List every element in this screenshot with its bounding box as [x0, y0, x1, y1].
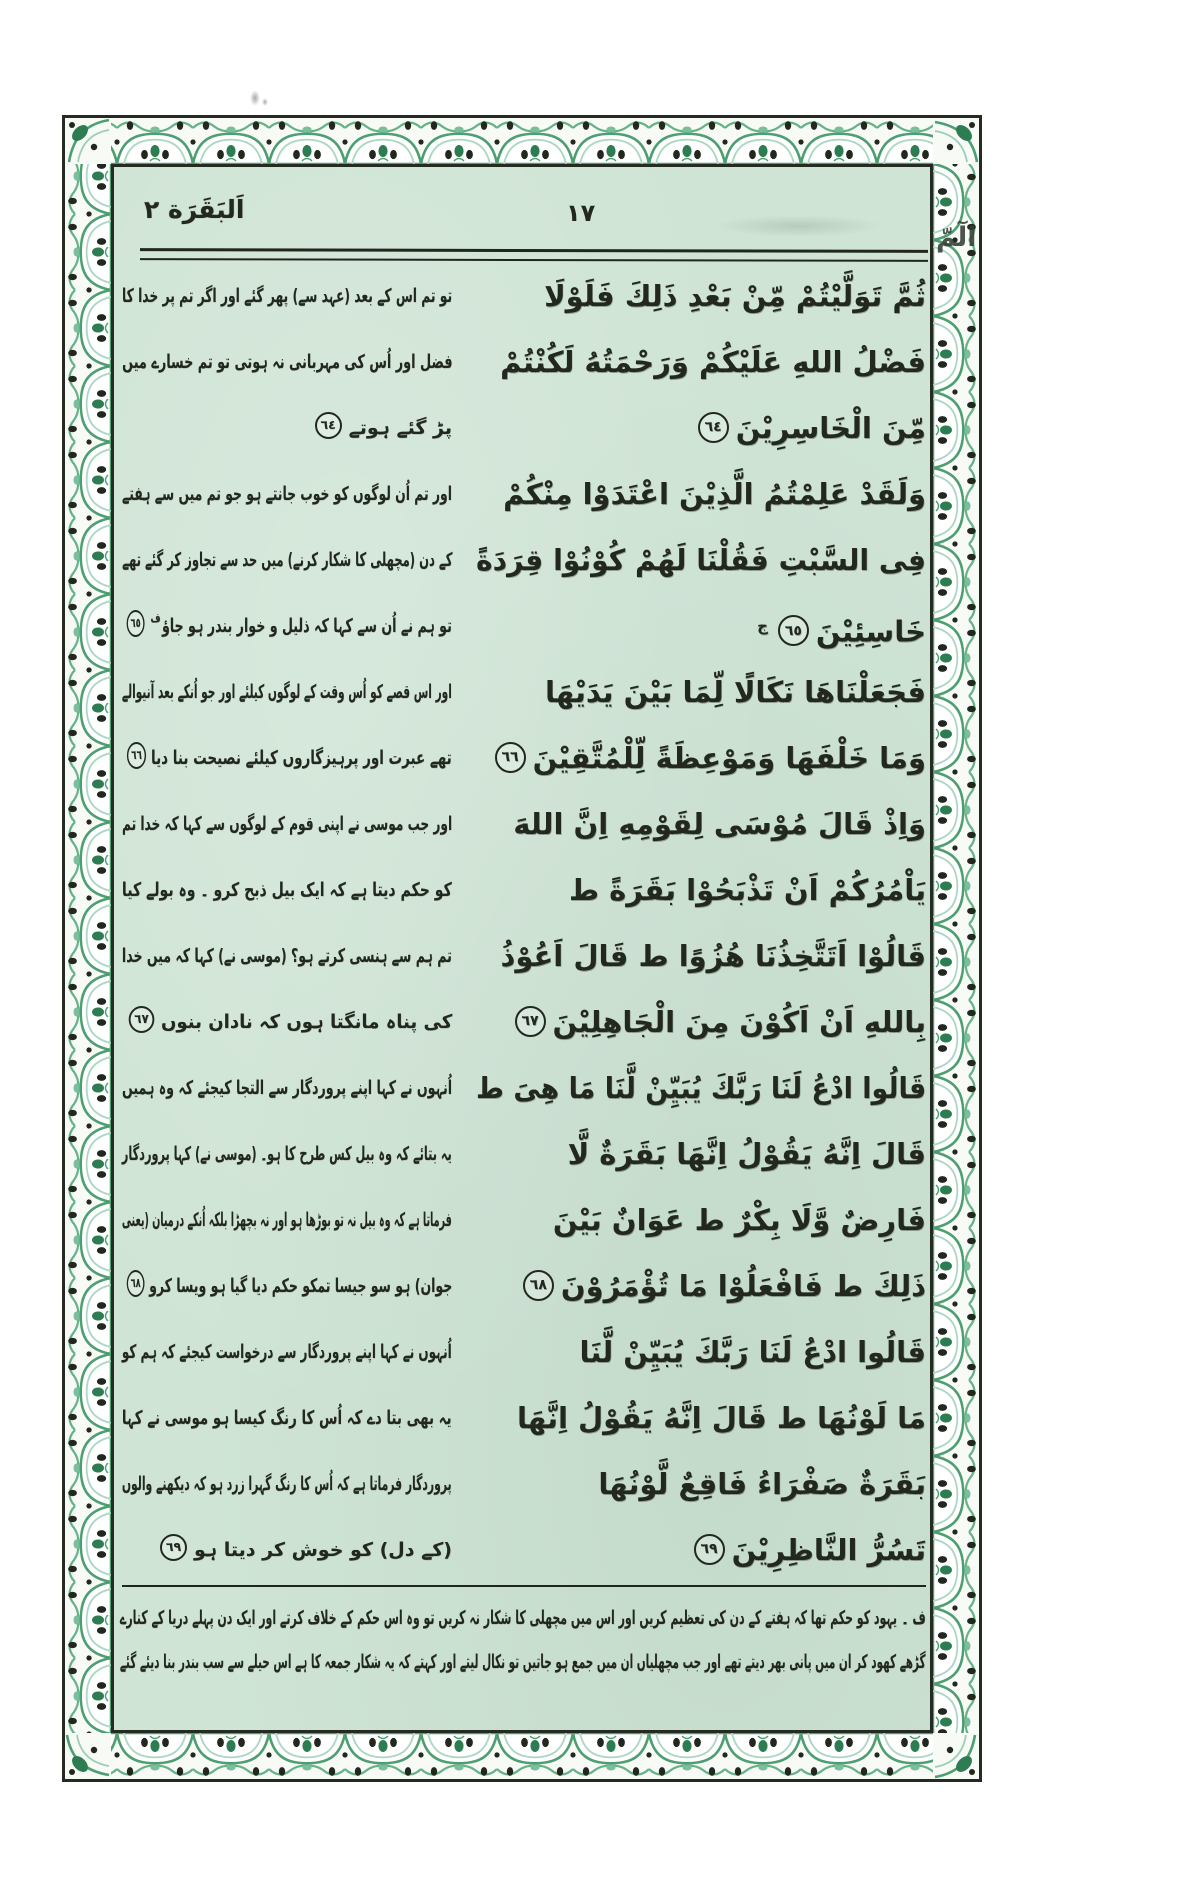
ornamental-frame	[62, 115, 982, 1782]
ayah-number-badge: ٦٨	[126, 1270, 144, 1297]
footnote	[120, 1595, 926, 1685]
urdu-line-text: کو حکم دیتا ہے کہ ایک بیل ذبح کرو ۔ وہ بولے کیا	[122, 879, 452, 901]
surah-title: اَلبَقَرَة ٢	[144, 195, 245, 224]
urdu-line-text: کی پناہ مانگتا ہوں کہ نادان بنوں	[160, 1011, 453, 1033]
corner-ornament-top-left	[65, 118, 111, 164]
urdu-line-text: تو تم اس کے بعد (عہد سے) پھر گئے اور اگر تم پر خدا کا	[121, 285, 452, 307]
paper	[111, 164, 977, 1733]
urdu-line	[122, 791, 452, 857]
arabic-line	[476, 1187, 926, 1253]
arabic-line	[476, 461, 926, 527]
waqf-mark: ج	[757, 617, 768, 635]
arabic-line-text: قَالُوا ادْعُ لَنَا رَبَّكَ يُبَيِّنْ لَّنَا	[579, 1335, 926, 1369]
urdu-line	[122, 857, 452, 923]
urdu-line-text: پروردگار فرماتا ہے کہ اُس کا رنگ گہرا زرد ہو کہ دیکھنے والوں	[122, 1473, 452, 1495]
urdu-line	[122, 989, 452, 1055]
ayah-number-badge: ٦٤	[315, 412, 342, 439]
urdu-line-text: (کے دل) کو خوش کر دیتا ہو	[194, 1539, 452, 1561]
border-ornament-top	[111, 118, 933, 164]
ayah-number-badge: ٦٩	[160, 1534, 187, 1561]
ayah-number-badge: ٦٧	[515, 1006, 546, 1037]
arabic-line	[476, 791, 926, 857]
arabic-line	[476, 329, 926, 395]
arabic-line-text: مِّنَ الْخَاسِرِيْنَ	[735, 411, 926, 445]
urdu-line-text: اُنہوں نے کہا اپنے پروردگار سے التجا کیجئے کہ وہ ہمیں	[121, 1077, 452, 1099]
ayah-number-badge: ٦٥	[127, 610, 145, 637]
arabic-line-text: بِاللهِ اَنْ اَكُوْنَ مِنَ الْجَاهِلِيْنَ	[552, 1005, 926, 1039]
urdu-line-text: کے دن (مچھلی کا شکار کرنے) میں حد سے تجاوز کر گئے تھے	[121, 549, 452, 571]
scan-speck	[250, 90, 260, 106]
footnote-ref-mark: ف	[150, 611, 161, 626]
urdu-line	[122, 461, 452, 527]
arabic-line-text: فَضْلُ اللهِ عَلَيْكُمْ وَرَحْمَتُهُ لَكُنْتُمْ	[500, 345, 926, 379]
arabic-line	[476, 1055, 926, 1121]
urdu-line-text: تم ہم سے ہنسی کرتے ہو؟ (موسی نے) کہا کہ میں خدا	[122, 945, 452, 967]
arabic-line-text: وَمَا خَلْفَهَا وَمَوْعِظَةً لِّلْمُتَّقِيْنَ	[532, 741, 926, 775]
ayah-number-badge: ٦٥	[778, 615, 809, 646]
arabic-column	[476, 263, 926, 1583]
arabic-line	[476, 593, 926, 659]
arabic-line	[476, 989, 926, 1055]
juz-marker: الٓمّ	[936, 222, 977, 253]
urdu-line-text: اُنہوں نے کہا اپنے پروردگار سے درخواست کیجئے کہ ہم کو	[122, 1341, 452, 1363]
arabic-line-text: فَجَعَلْنَاهَا نَكَالًا لِّمَا بَيْنَ يَدَيْهَا	[544, 675, 926, 709]
ayah-number-badge: ٦٩	[694, 1534, 725, 1565]
urdu-line	[122, 1121, 452, 1187]
arabic-line	[476, 1385, 926, 1451]
footnote-line: گڑھے کھود کر ان میں پانی بھر دیتے تھے اور جب مچھلیاں ان میں جمع ہو جاتیں تو نکال لیتے اور کہتے کہ یہ شکار جمعہ کا ہے اس حیلے سے سب بندر بنا دیئے گئے	[120, 1651, 926, 1673]
arabic-line	[476, 1319, 926, 1385]
scan-speck	[262, 98, 268, 106]
arabic-line-text: فِى السَّبْتِ فَقُلْنَا لَهُمْ كُوْنُوْا قِرَدَةً	[476, 543, 926, 577]
urdu-line	[122, 1385, 452, 1451]
arabic-line	[476, 923, 926, 989]
header-ink-smudge	[714, 215, 884, 237]
urdu-line-text: تھے عبرت اور پرہیزگاروں کیلئے نصیحت بنا دیا	[151, 747, 452, 769]
header-rule	[140, 248, 928, 262]
arabic-line-text: وَاِذْ قَالَ مُوْسَى لِقَوْمِهِ اِنَّ اللهَ	[513, 807, 926, 841]
arabic-line	[476, 725, 926, 791]
urdu-line-text: اور اس قصے کو اُس وقت کے لوگوں کیلئے اور جو اُنکے بعد آنیوالے	[122, 681, 452, 703]
border-ornament-right	[933, 164, 979, 1733]
urdu-line	[122, 593, 452, 659]
arabic-line	[476, 1517, 926, 1583]
ayah-number-badge: ٦٧	[128, 1006, 154, 1033]
urdu-line	[122, 527, 452, 593]
arabic-line	[476, 395, 926, 461]
arabic-line-text: يَاْمُرُكُمْ اَنْ تَذْبَحُوْا بَقَرَةً ط	[568, 873, 926, 907]
urdu-line	[122, 923, 452, 989]
urdu-line	[122, 1253, 452, 1319]
footnote-separator	[122, 1585, 926, 1587]
corner-ornament-top-right	[933, 118, 979, 164]
page-number: ١٧	[566, 199, 596, 227]
arabic-line-text: ثُمَّ تَوَلَّيْتُمْ مِّنْ بَعْدِ ذَلِكَ فَلَوْلَا	[544, 279, 926, 313]
urdu-line	[122, 1055, 452, 1121]
arabic-line	[476, 1451, 926, 1517]
urdu-line-text: اور تم اُن لوگوں کو خوب جانتے ہو جو تم میں سے ہفتے	[122, 483, 452, 505]
arabic-line-text: ذَلِكَ ط فَافْعَلُوْا مَا تُؤْمَرُوْنَ	[560, 1269, 926, 1303]
ayah-number-badge: ٦٤	[698, 412, 729, 443]
urdu-column	[122, 263, 452, 1583]
urdu-line	[122, 263, 452, 329]
ayah-number-badge: ٦٦	[495, 742, 526, 773]
urdu-line-text: تو ہم نے اُن سے کہا کہ ذلیل و خوار بندر ہو جاؤ	[162, 615, 452, 637]
arabic-line-text: قَالُوْا اَتَتَّخِذُنَا هُزُوًا ط قَالَ اَعُوْذُ	[500, 939, 926, 973]
arabic-line	[476, 527, 926, 593]
border-ornament-bottom	[111, 1733, 933, 1779]
arabic-line-text: قَالُوا ادْعُ لَنَا رَبَّكَ يُبَيِّنْ لَّنَا مَا هِىَ ط	[475, 1071, 926, 1105]
arabic-line-text: وَلَقَدْ عَلِمْتُمُ الَّذِيْنَ اعْتَدَوْا مِنْكُمْ	[503, 477, 926, 511]
urdu-line	[122, 1319, 452, 1385]
urdu-line-text: یہ بتائے کہ وہ بیل کس طرح کا ہو۔ (موسی نے) کہا پروردگار	[122, 1143, 452, 1165]
urdu-line	[122, 1517, 452, 1583]
urdu-line	[122, 659, 452, 725]
corner-ornament-bottom-left	[65, 1733, 111, 1779]
arabic-line-text: قَالَ اِنَّهُ يَقُوْلُ اِنَّهَا بَقَرَةٌ لَّا	[567, 1137, 926, 1171]
urdu-line-text: اور جب موسی نے اپنی قوم کے لوگوں سے کہا کہ خدا تم	[121, 813, 452, 835]
urdu-line	[122, 1451, 452, 1517]
urdu-line-text: جوان) ہو سو جیسا تمکو حکم دیا گیا ہو ویسا کرو	[148, 1275, 452, 1297]
arabic-line-text: بَقَرَةٌ صَفْرَاءُ فَاقِعٌ لَّوْنُهَا	[598, 1467, 926, 1501]
ayah-number-badge: ٦٦	[127, 742, 146, 769]
corner-ornament-bottom-right	[933, 1733, 979, 1779]
footnote-line: ف ۔یہود کو حکم تھا کہ ہفتے کے دن کی تعظیم کریں اور اس میں مچھلی کا شکار نہ کریں تو وہ اس حکم کے خلاف کرتے اور ایک دن پہلے دریا کے کنارے	[120, 1605, 926, 1629]
arabic-line-text: مَا لَوْنُهَا ط قَالَ اِنَّهُ يَقُوْلُ اِنَّهَا	[517, 1401, 926, 1435]
urdu-line	[122, 1187, 452, 1253]
arabic-line-text: فَارِضٌ وَّلَا بِكْرٌ ط عَوَانٌ بَيْنَ	[552, 1203, 926, 1237]
arabic-line	[476, 1121, 926, 1187]
urdu-line-text: یہ بھی بتا دے کہ اُس کا رنگ کیسا ہو موسی نے کہا	[122, 1407, 452, 1429]
urdu-line-text: فرماتا ہے کہ وہ بیل نہ تو بوڑھا ہو اور نہ بچھڑا بلکہ اُنکے درمیان (یعنی	[122, 1209, 452, 1231]
urdu-line-text: پڑ گئے ہوتے	[348, 417, 452, 439]
arabic-line	[476, 1253, 926, 1319]
arabic-line-text: خَاسِئِيْنَ	[815, 614, 926, 649]
urdu-line	[122, 395, 452, 461]
urdu-line	[122, 329, 452, 395]
footnote-text	[120, 1595, 926, 1685]
arabic-line	[476, 857, 926, 923]
arabic-line	[476, 263, 926, 329]
arabic-line	[476, 659, 926, 725]
urdu-line-text: فضل اور اُس کی مہربانی نہ ہوتی تو تم خسارے میں	[121, 351, 452, 373]
urdu-line	[122, 725, 452, 791]
footnote-marker: ف ۔	[901, 1605, 926, 1629]
ayah-number-badge: ٦٨	[523, 1270, 554, 1301]
arabic-line-text: تَسُرُّ النَّاظِرِيْنَ	[731, 1533, 926, 1567]
